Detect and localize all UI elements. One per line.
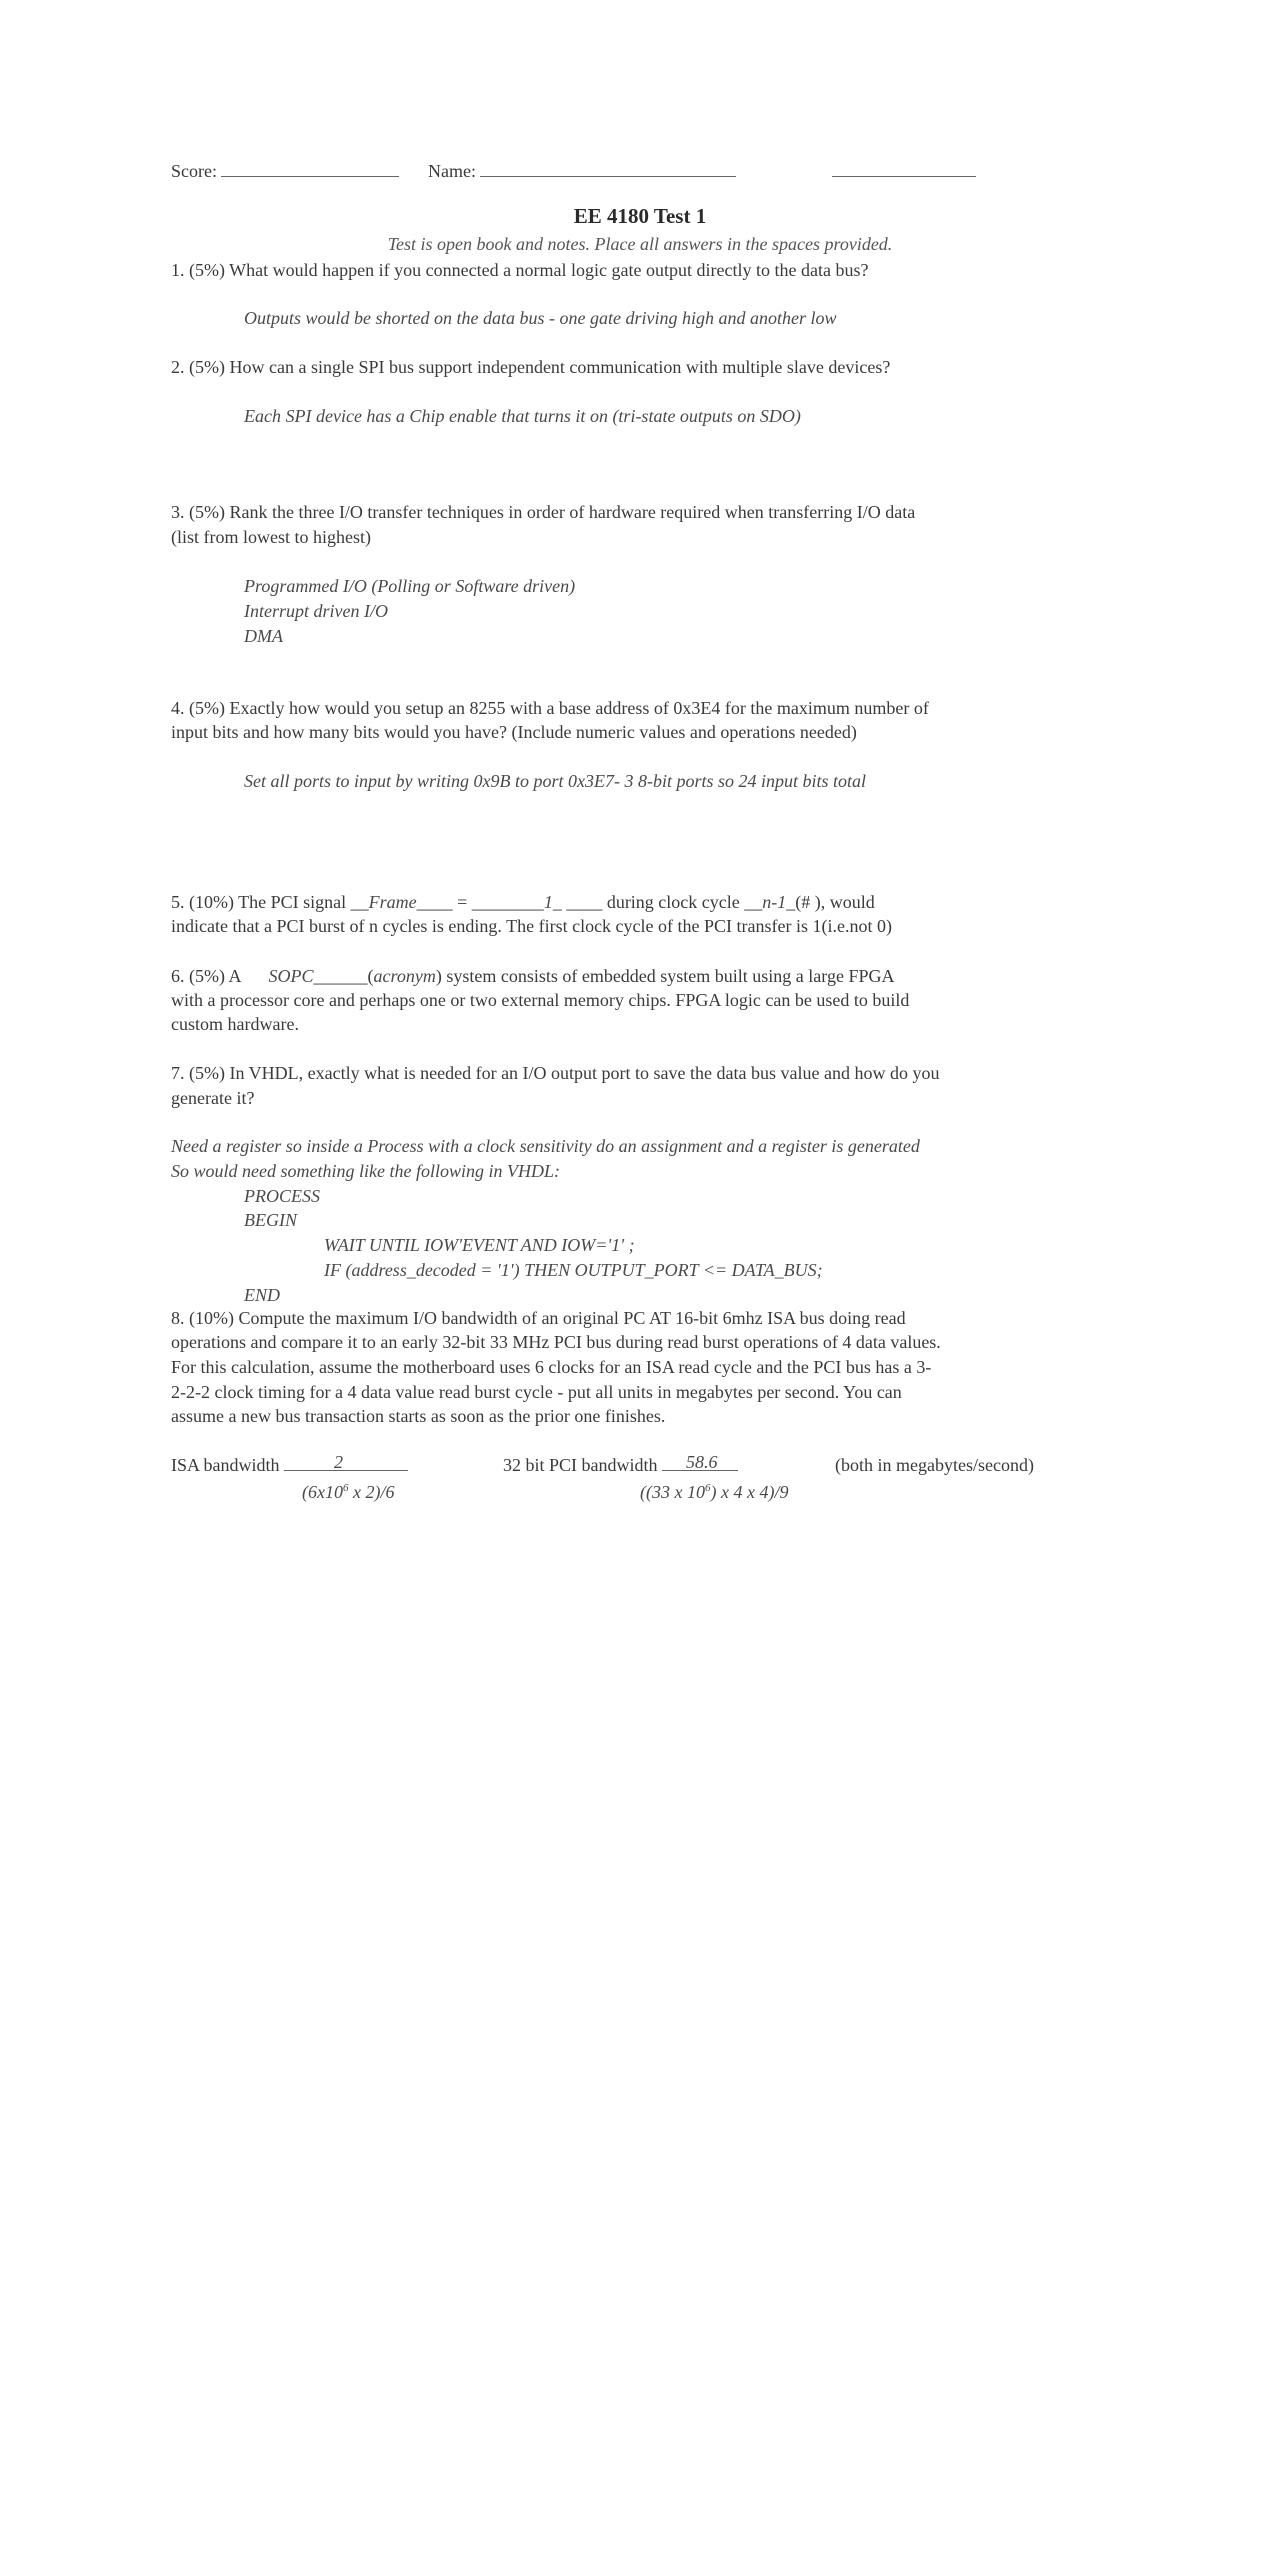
q5-mid1: ____ = ________ xyxy=(416,892,544,912)
pci-bandwidth-value: 58.6 xyxy=(686,1452,718,1472)
pci-formula-exp: 6 xyxy=(704,1482,711,1494)
q7-code-end: END xyxy=(244,1285,280,1305)
q1-question: 1. (5%) What would happen if you connected a normal logic gate output directly to the data bus? xyxy=(171,260,869,280)
page-title: EE 4180 Test 1 xyxy=(573,204,707,228)
q3-question-line1: 3. (5%) Rank the three I/O transfer techniques in order of hardware required when transferring I/O data xyxy=(171,502,916,522)
q4-question-line2: input bits and how many bits would you have? (Include numeric values and operations needed) xyxy=(171,722,857,742)
q5-suffix: _(# ), would xyxy=(786,892,875,912)
q5-mid2: _ ____ during clock cycle __ xyxy=(552,892,763,912)
isa-formula-tail: x 2)/6 xyxy=(348,1482,395,1502)
q7-answer-line1: Need a register so inside a Process with a clock sensitivity do an assignment and a register is generated xyxy=(171,1136,920,1156)
q5-blank-value: 1 xyxy=(543,892,553,912)
q8-line3: For this calculation, assume the motherboard uses 6 clocks for an ISA read cycle and the PCI bus has a 3- xyxy=(171,1357,932,1377)
q3-answer-3: DMA xyxy=(244,626,283,646)
q8-line1: 8. (10%) Compute the maximum I/O bandwidth of an original PC AT 16-bit 6mhz ISA bus doing read xyxy=(171,1308,906,1328)
q6-question-line2: with a processor core and perhaps one or two external memory chips. FPGA logic can be used to build xyxy=(171,990,910,1010)
q5-blank-frame: Frame xyxy=(368,892,417,912)
q6-mid: ______( xyxy=(313,966,374,986)
q3-question-line2: (list from lowest to highest) xyxy=(171,527,371,547)
score-label: Score: xyxy=(171,161,217,181)
units-note: (both in megabytes/second) xyxy=(835,1455,1034,1475)
page-subtitle: Test is open book and notes. Place all answers in the spaces provided. xyxy=(387,234,893,254)
q5-question-line1 xyxy=(171,890,875,914)
isa-bandwidth-label: ISA bandwidth xyxy=(171,1455,280,1475)
q3-answer-2: Interrupt driven I/O xyxy=(244,601,388,621)
q3-answer-1: Programmed I/O (Polling or Software driven) xyxy=(244,576,576,596)
q6-suffix: ) system consists of embedded system built using a large FPGA xyxy=(435,966,895,986)
q8-line4: 2-2-2 clock timing for a 4 data value read burst cycle - put all units in megabytes per second. You can xyxy=(171,1382,902,1402)
q1-answer: Outputs would be shorted on the data bus - one gate driving high and another low xyxy=(244,308,837,328)
pci-bandwidth-row xyxy=(503,1453,738,1477)
isa-formula-base: (6x10 xyxy=(302,1482,343,1502)
extra-field xyxy=(832,160,976,182)
q5-prefix: 5. (10%) The PCI signal __ xyxy=(171,892,369,912)
q6-question-line3: custom hardware. xyxy=(171,1014,299,1034)
score-field xyxy=(171,160,399,182)
q8-line5: assume a new bus transaction starts as soon as the prior one finishes. xyxy=(171,1406,666,1426)
q7-answer-line2: So would need something like the following in VHDL: xyxy=(171,1161,560,1181)
q5-question-line2: indicate that a PCI burst of n cycles is ending. The first clock cycle of the PCI transfer is 1(i.e.not 0) xyxy=(171,916,892,936)
isa-bandwidth-blank xyxy=(284,1454,408,1471)
q2-answer: Each SPI device has a Chip enable that turns it on (tri-state outputs on SDO) xyxy=(244,406,801,426)
q4-question-line1: 4. (5%) Exactly how would you setup an 8255 with a base address of 0x3E4 for the maximum number of xyxy=(171,698,929,718)
q7-code-begin: BEGIN xyxy=(244,1210,297,1230)
isa-bandwidth-value: 2 xyxy=(334,1452,344,1472)
q7-code-process: PROCESS xyxy=(244,1186,320,1206)
isa-bandwidth-row xyxy=(171,1453,408,1477)
q7-question-line1: 7. (5%) In VHDL, exactly what is needed for an I/O output port to save the data bus value and how do you xyxy=(171,1063,940,1083)
name-field xyxy=(428,160,736,182)
q6-question-line1 xyxy=(171,964,894,988)
name-blank xyxy=(480,160,736,177)
q6-blank-sopc: SOPC xyxy=(268,966,314,986)
q2-question: 2. (5%) How can a single SPI bus support independent communication with multiple slave devices? xyxy=(171,357,891,377)
q8-line2: operations and compare it to an early 32-bit 33 MHz PCI bus during read burst operations of 4 data values. xyxy=(171,1332,941,1352)
q7-question-line2: generate it? xyxy=(171,1088,255,1108)
extra-blank xyxy=(832,160,976,177)
pci-formula-base: ((33 x 10 xyxy=(640,1482,705,1502)
isa-formula xyxy=(302,1476,394,1504)
pci-bandwidth-label: 32 bit PCI bandwidth xyxy=(503,1455,658,1475)
pci-formula xyxy=(640,1476,788,1504)
pci-formula-tail: ) x 4 x 4)/9 xyxy=(710,1482,789,1502)
q6-prefix: 6. (5%) A xyxy=(171,966,242,986)
name-label: Name: xyxy=(428,161,476,181)
q6-acronym: acronym xyxy=(373,966,436,986)
q4-answer: Set all ports to input by writing 0x9B to port 0x3E7- 3 8-bit ports so 24 input bits total xyxy=(244,771,867,791)
q5-blank-cycle: n-1 xyxy=(762,892,787,912)
isa-formula-exp: 6 xyxy=(342,1482,349,1494)
q7-code-wait: WAIT UNTIL IOW'EVENT AND IOW='1' ; xyxy=(324,1235,635,1255)
q7-code-if: IF (address_decoded = '1') THEN OUTPUT_PORT <= DATA_BUS; xyxy=(324,1260,823,1280)
score-blank xyxy=(221,160,399,177)
pci-bandwidth-blank xyxy=(662,1454,738,1471)
